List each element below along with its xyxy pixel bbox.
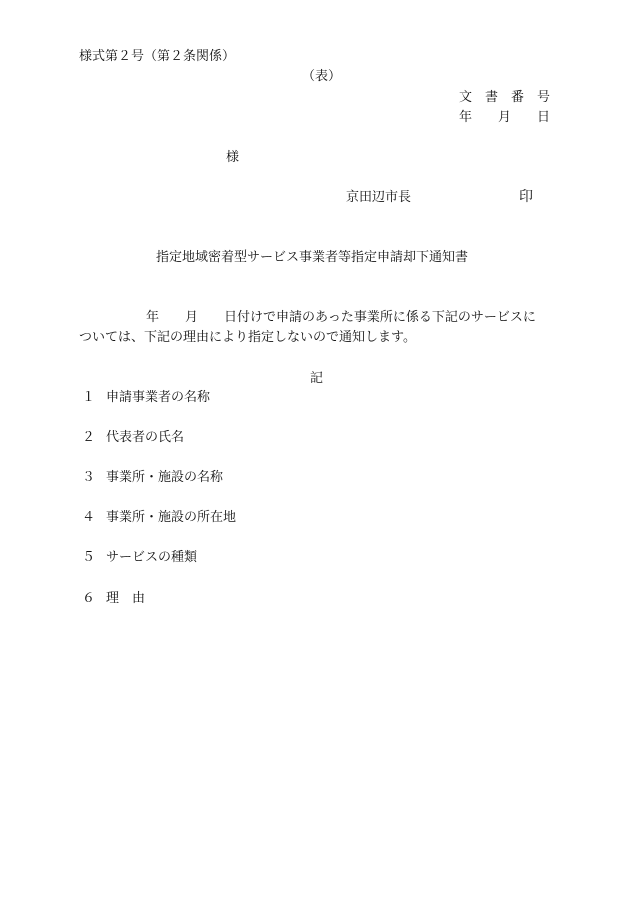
item-label: 代表者の氏名 <box>106 430 185 445</box>
form-number: 様式第２号（第２条関係） <box>79 49 236 64</box>
item-number: ３ <box>82 470 96 485</box>
body-text-line-2: ついては、下記の理由により指定しないので通知します。 <box>79 330 416 345</box>
body-text-line-1: 年 月 日付けで申請のあった事業所に係る下記のサービスに <box>146 310 536 325</box>
item-label: 事業所・施設の所在地 <box>106 510 237 525</box>
form-side-label: （表） <box>302 69 342 84</box>
item-number: ２ <box>82 430 96 445</box>
seal-mark: 印 <box>519 189 533 205</box>
document-title: 指定地域密着型サービス事業者等指定申請却下通知書 <box>156 250 469 265</box>
item-label: 申請事業者の名称 <box>106 390 211 405</box>
ki-heading: 記 <box>310 371 324 386</box>
item-number: ４ <box>82 510 96 525</box>
item-label: サービスの種類 <box>106 550 198 565</box>
sender-title: 京田辺市長 <box>346 190 412 205</box>
document-number-label: 文 書 番 号 <box>459 90 551 105</box>
item-label: 事業所・施設の名称 <box>106 470 224 485</box>
item-label: 理 由 <box>106 591 146 606</box>
item-number: ６ <box>82 591 96 606</box>
item-number: ５ <box>82 550 96 565</box>
item-number: １ <box>82 390 96 405</box>
date-field: 年 月 日 <box>459 110 551 125</box>
addressee-honorific: 様 <box>226 150 240 165</box>
